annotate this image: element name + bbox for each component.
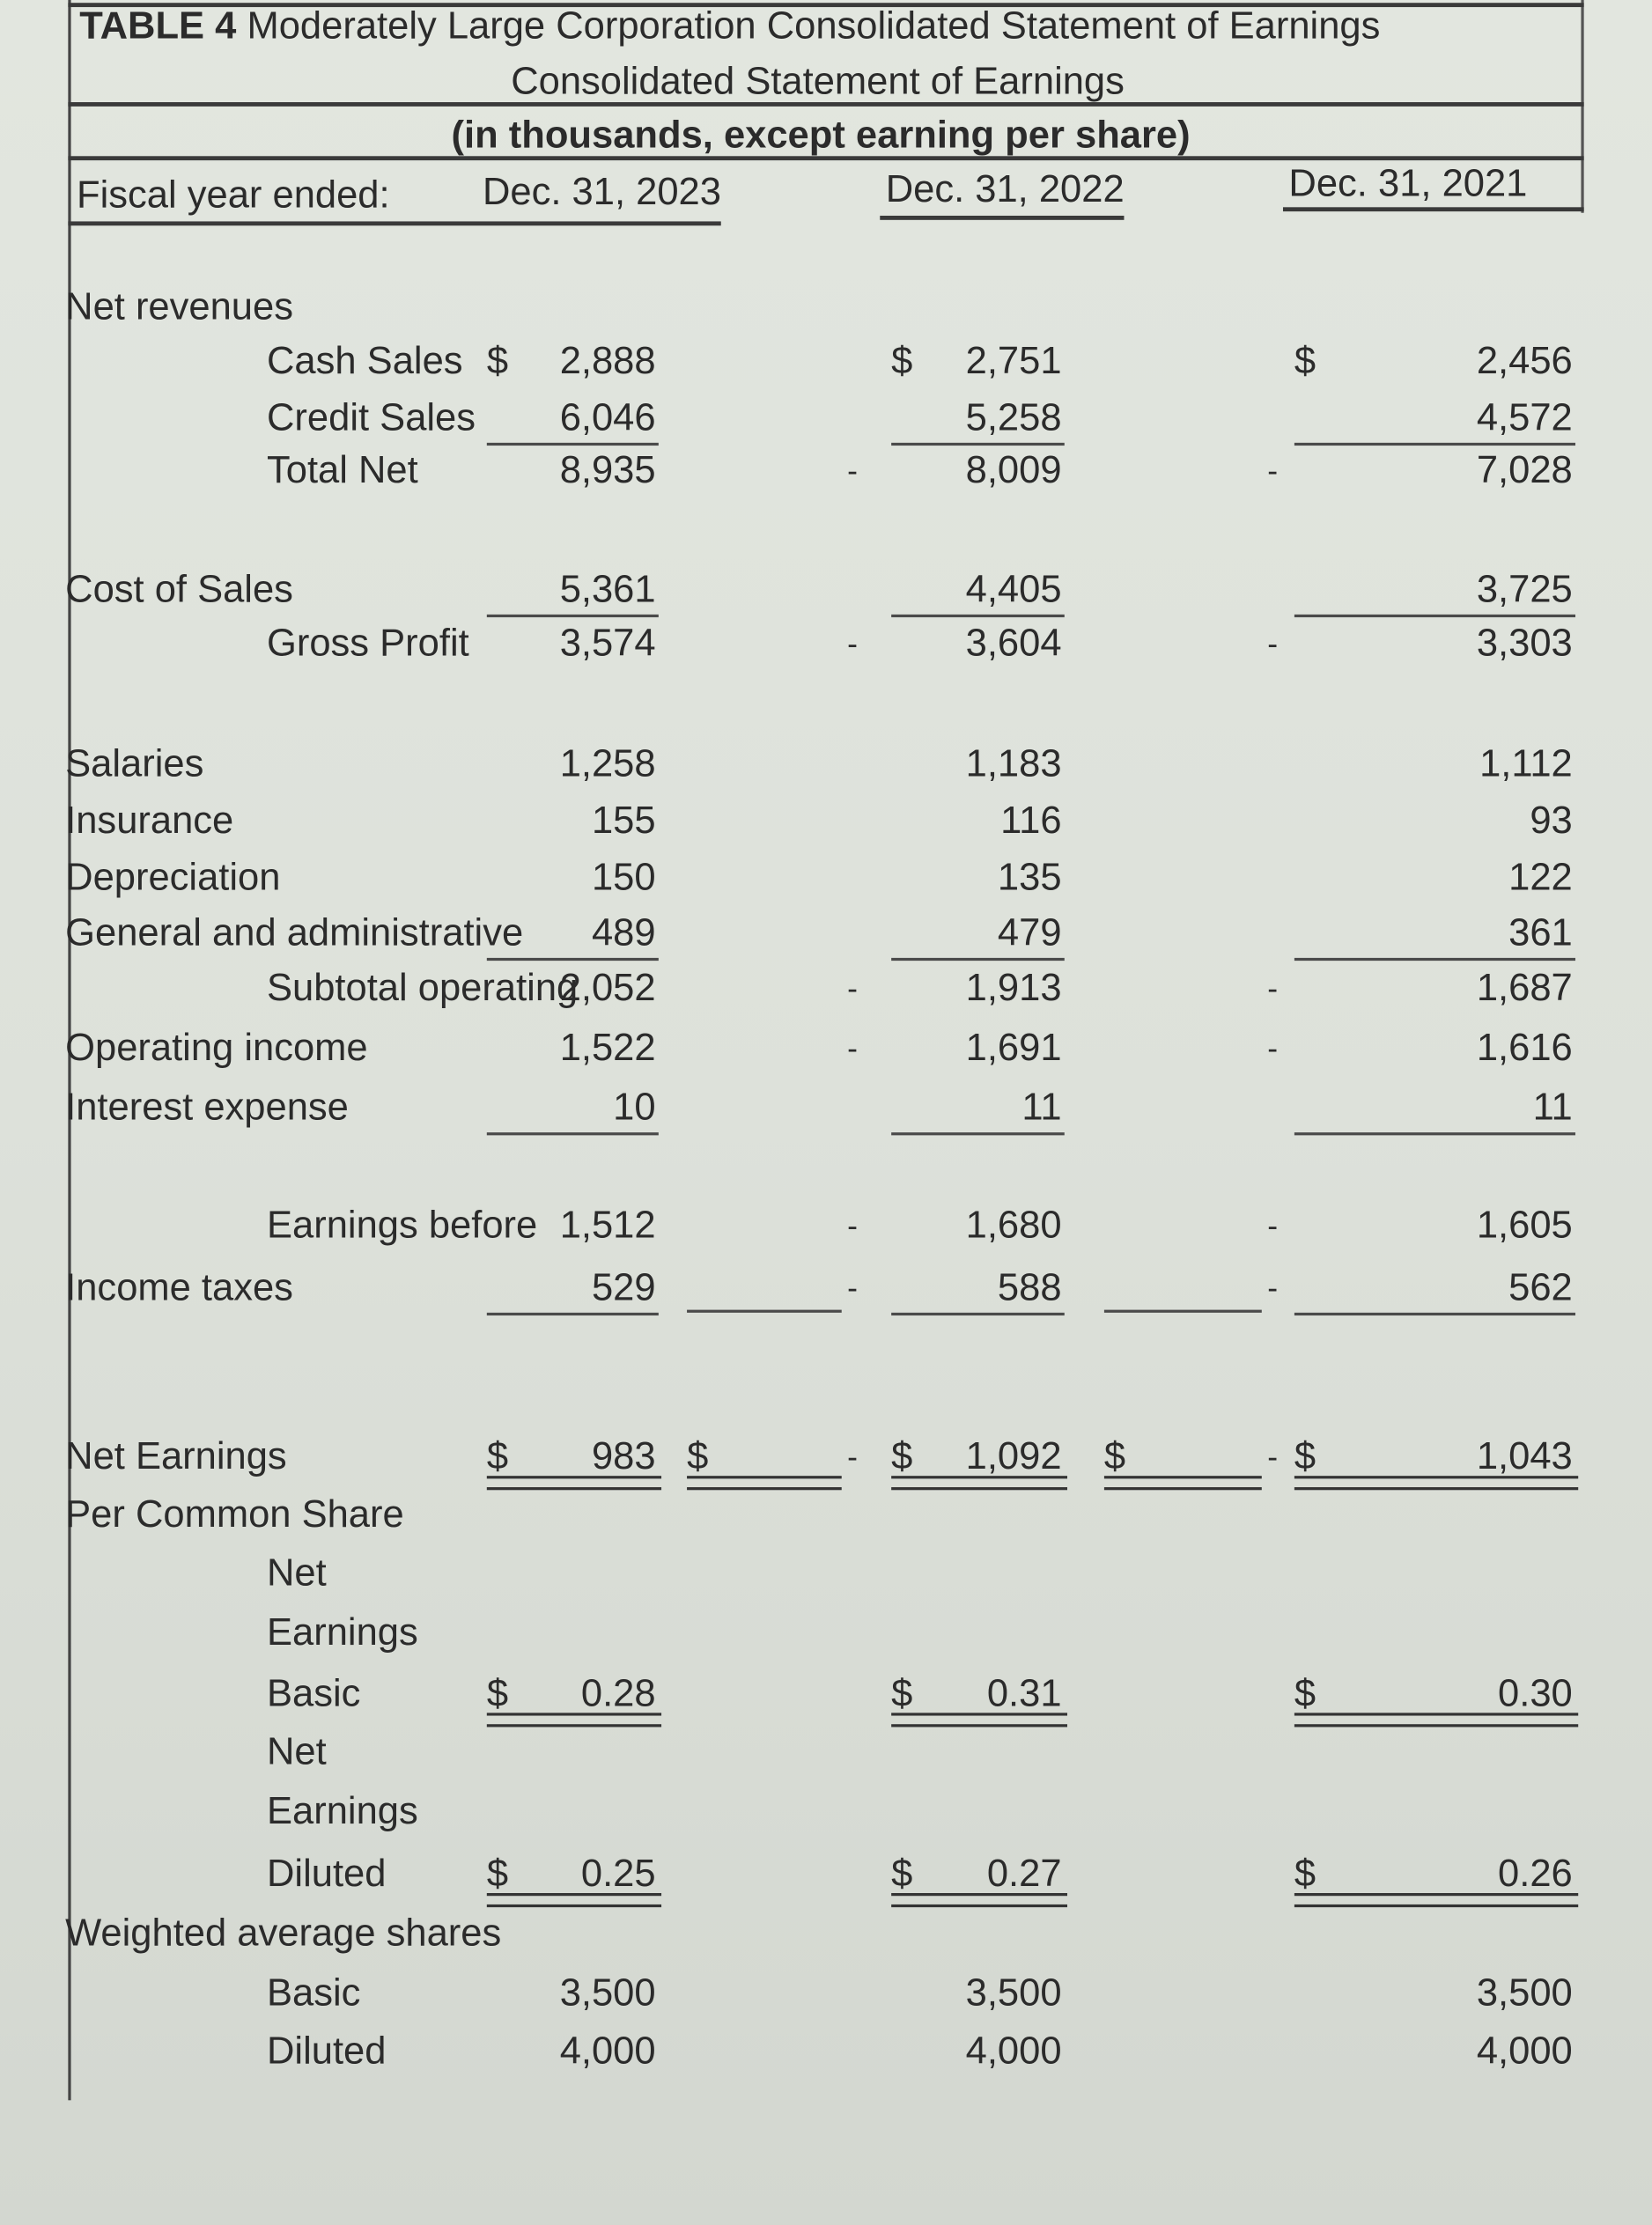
row-label: Net: [266, 1551, 327, 1594]
dollar-sign: $: [486, 1434, 509, 1477]
subtotal-underline: [1294, 958, 1575, 961]
cell-value: 135: [997, 855, 1062, 899]
cell-value: 3,500: [965, 1971, 1062, 2015]
cell-value: 3,303: [1476, 621, 1573, 665]
cell-value: 1,512: [559, 1203, 656, 1247]
empty-cell-dash: -: [847, 1439, 858, 1475]
cell-value: 4,000: [1476, 2029, 1573, 2073]
cell-value: 529: [591, 1265, 656, 1308]
row-label: Cash Sales: [266, 339, 463, 382]
cell-value: 1,043: [1476, 1434, 1573, 1477]
cell-value: 150: [591, 855, 656, 899]
cell-value: 4,572: [1476, 395, 1573, 439]
row-label: Net: [266, 1729, 327, 1773]
row-label: Interest expense: [65, 1085, 349, 1129]
row-label: Earnings before: [266, 1203, 538, 1247]
cell-value: 1,691: [965, 1026, 1062, 1069]
empty-cell-dash: -: [1267, 1439, 1279, 1475]
subtotal-underline: [891, 615, 1065, 617]
cell-value: 1,112: [1479, 741, 1573, 785]
cell-value: 8,009: [965, 448, 1062, 491]
cell-value: 6,046: [559, 395, 656, 439]
total-underline: [891, 1893, 1067, 1907]
row-label: Diluted: [266, 2029, 387, 2073]
total-underline: [487, 1476, 661, 1490]
cell-value: 983: [591, 1434, 656, 1477]
year-header-2022: Dec. 31, 2022: [885, 167, 1125, 210]
row-label: Income taxes: [65, 1265, 293, 1308]
total-underline: [1294, 1476, 1578, 1490]
row-label: Total Net: [266, 448, 418, 491]
empty-cell-dash: -: [1267, 1030, 1279, 1066]
divider: [68, 156, 1583, 160]
cell-value: 3,500: [1476, 1971, 1573, 2015]
table-number: TABLE 4: [79, 4, 237, 48]
fiscal-year-label: Fiscal year ended:: [77, 173, 390, 216]
empty-cell-dash: -: [847, 1207, 858, 1243]
row-label: Per Common Share: [65, 1492, 404, 1536]
subtotal-underline: [891, 443, 1065, 446]
cell-value: 0.30: [1498, 1671, 1573, 1714]
row-label: Earnings: [266, 1789, 418, 1832]
cell-value: 1,687: [1476, 966, 1573, 1009]
empty-cell-dash: -: [1267, 1207, 1279, 1243]
total-underline: [891, 1713, 1067, 1727]
cell-value: 3,725: [1476, 567, 1573, 611]
empty-cell-dash: -: [847, 453, 858, 489]
subtotal-underline: [891, 1132, 1065, 1135]
cell-value: 2,888: [559, 339, 656, 382]
empty-cell-dash: -: [1267, 453, 1279, 489]
row-label: Credit Sales: [266, 395, 476, 439]
dollar-sign: $: [891, 1671, 913, 1714]
row-label: Cost of Sales: [65, 567, 293, 611]
dollar-sign: $: [1103, 1434, 1126, 1477]
cell-value: 3,604: [965, 621, 1062, 665]
row-label: Diluted: [266, 1852, 387, 1895]
cell-value: 479: [997, 910, 1062, 954]
dollar-sign: $: [891, 339, 913, 382]
header-underline-2022: [880, 216, 1124, 220]
total-underline: [687, 1476, 842, 1490]
dollar-sign: $: [1294, 1671, 1316, 1714]
subtotal-underline: [1294, 443, 1575, 446]
cell-value: 116: [1000, 799, 1062, 842]
subtotal-underline: [1294, 615, 1575, 617]
row-label: General and administrative: [65, 910, 524, 954]
header-underline-2023: [68, 221, 720, 225]
total-underline: [487, 1713, 661, 1727]
cell-value: 1,258: [559, 741, 656, 785]
cell-value: 0.26: [1498, 1852, 1573, 1895]
cell-value: 4,000: [965, 2029, 1062, 2073]
row-label: Net Earnings: [65, 1434, 287, 1477]
cell-value: 489: [591, 910, 656, 954]
dollar-sign: $: [1294, 339, 1316, 382]
dollar-sign: $: [486, 1671, 509, 1714]
row-label: Operating income: [65, 1026, 368, 1069]
subtotal-underline: [1294, 1313, 1575, 1315]
cell-value: 8,935: [559, 448, 656, 491]
empty-cell-dash: -: [1267, 1270, 1279, 1306]
empty-cell-dash: -: [1267, 970, 1279, 1006]
cell-value: 11: [1021, 1085, 1062, 1129]
total-underline: [1294, 1893, 1578, 1907]
cell-value: 1,616: [1476, 1026, 1573, 1069]
total-underline: [1294, 1713, 1578, 1727]
table-title-text: Moderately Large Corporation Consolidated Statement of Earnings: [247, 4, 1381, 48]
empty-cell-dash: -: [847, 625, 858, 662]
dollar-sign: $: [891, 1434, 913, 1477]
row-label: Subtotal operating: [266, 966, 579, 1009]
cell-value: 0.25: [580, 1852, 656, 1895]
dollar-sign: $: [1294, 1852, 1316, 1895]
cell-value: 1,092: [965, 1434, 1062, 1477]
row-label: Insurance: [65, 799, 234, 842]
total-underline: [1104, 1476, 1262, 1490]
cell-value: 5,361: [559, 567, 656, 611]
subtotal-underline: [1294, 1132, 1575, 1135]
empty-cell-dash: -: [847, 1270, 858, 1306]
cell-value: 4,000: [559, 2029, 656, 2073]
row-label: Depreciation: [65, 855, 281, 899]
row-label: Net revenues: [65, 284, 293, 328]
dollar-sign: $: [891, 1852, 913, 1895]
cell-value: 122: [1508, 855, 1573, 899]
cell-value: 2,052: [559, 966, 656, 1009]
cell-value: 1,605: [1476, 1203, 1573, 1247]
row-label: Earnings: [266, 1610, 418, 1654]
cell-value: 562: [1508, 1265, 1573, 1308]
cell-value: 93: [1530, 799, 1573, 842]
cell-value: 5,258: [965, 395, 1062, 439]
cell-value: 0.28: [580, 1671, 656, 1714]
dollar-sign: $: [1294, 1434, 1316, 1477]
header-underline-2021: [1283, 207, 1584, 211]
cell-value: 10: [613, 1085, 656, 1129]
subtotal-underline: [487, 443, 659, 446]
subtotal-underline: [487, 958, 659, 961]
divider: [68, 102, 1583, 107]
cell-value: 1,183: [965, 741, 1062, 785]
cell-value: 1,522: [559, 1026, 656, 1069]
cell-value: 0.31: [986, 1671, 1062, 1714]
cell-value: 2,751: [965, 339, 1062, 382]
row-label: Salaries: [65, 741, 204, 785]
empty-cell-dash: -: [847, 970, 858, 1006]
subtotal-underline: [891, 1313, 1065, 1315]
table-title: [79, 4, 1380, 48]
cell-value: 4,405: [965, 567, 1062, 611]
units-note: (in thousands, except earning per share): [451, 113, 1191, 157]
subtotal-underline: [487, 1132, 659, 1135]
cell-value: 155: [591, 799, 656, 842]
cell-value: 361: [1508, 910, 1573, 954]
cell-value: 11: [1532, 1085, 1573, 1129]
subtotal-underline: [487, 615, 659, 617]
row-label: Basic: [266, 1671, 361, 1714]
subtotal-underline: [687, 1310, 842, 1313]
subtotal-underline: [487, 1313, 659, 1315]
subtotal-underline: [1104, 1310, 1262, 1313]
row-label: Weighted average shares: [65, 1911, 502, 1955]
empty-cell-dash: -: [1267, 625, 1279, 662]
total-underline: [891, 1476, 1067, 1490]
year-header-2021: Dec. 31, 2021: [1288, 161, 1528, 205]
cell-value: 7,028: [1476, 448, 1573, 491]
dollar-sign: $: [486, 339, 509, 382]
year-header-2023: Dec. 31, 2023: [482, 170, 721, 213]
table-subtitle: Consolidated Statement of Earnings: [511, 59, 1125, 103]
cell-value: 1,913: [965, 966, 1062, 1009]
cell-value: 1,680: [965, 1203, 1062, 1247]
cell-value: 3,574: [559, 621, 656, 665]
cell-value: 2,456: [1476, 339, 1573, 382]
total-underline: [487, 1893, 661, 1907]
subtotal-underline: [891, 958, 1065, 961]
empty-cell-dash: -: [847, 1030, 858, 1066]
row-label: Basic: [266, 1971, 361, 2015]
cell-value: 588: [997, 1265, 1062, 1308]
row-label: Gross Profit: [266, 621, 469, 665]
cell-value: 0.27: [986, 1852, 1062, 1895]
cell-value: 3,500: [559, 1971, 656, 2015]
dollar-sign: $: [486, 1852, 509, 1895]
dollar-sign: $: [687, 1434, 709, 1477]
